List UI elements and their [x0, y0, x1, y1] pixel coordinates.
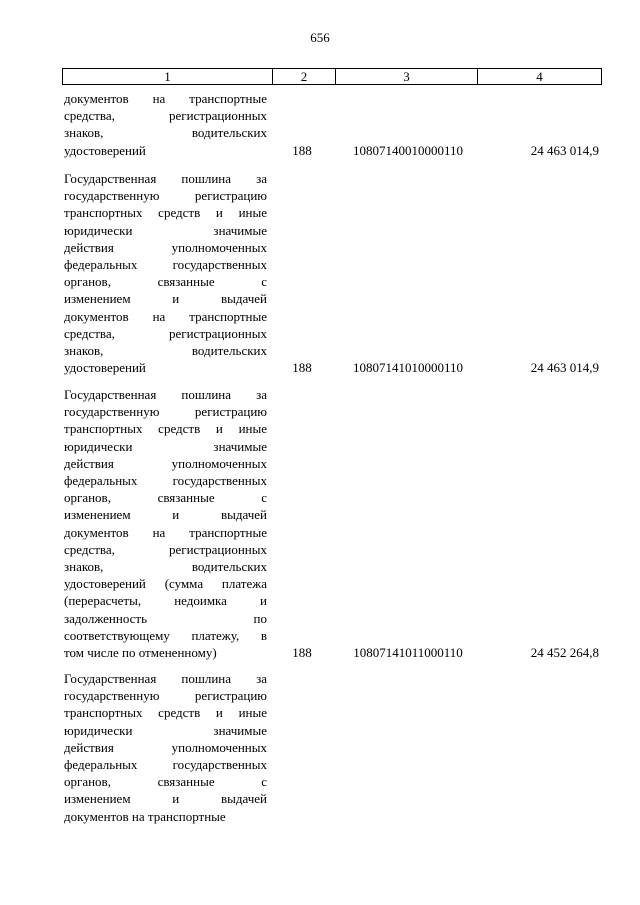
row-name-line: знаков, водительских: [64, 343, 267, 359]
row-classification-code: 10807141011000110: [353, 645, 463, 661]
row-name: [64, 670, 267, 825]
row-name-line: задолженность по: [64, 610, 267, 626]
row-name-line: федеральных государственных: [64, 257, 267, 273]
row-sum: 24 452 264,8: [530, 645, 599, 661]
row-name-line: Государственная пошлина за: [64, 387, 267, 402]
header-col-2: 2: [273, 69, 336, 84]
row-classification-code: 10807140010000110: [352, 142, 464, 158]
row-sum: 24 463 014,9: [530, 360, 599, 376]
row-name-line: транспортных средств и иные: [64, 421, 267, 437]
row-name-line: документов на транспортные: [64, 808, 226, 824]
row-name-line: том числе по отмененному): [64, 645, 217, 661]
table-header: [62, 68, 602, 85]
row-name-line: (перерасчеты, недоимка и: [64, 593, 267, 609]
row-name-line: средства, регистрационных: [64, 108, 267, 124]
row-name-line: Государственная пошлина за: [64, 171, 267, 186]
row-name-line: федеральных государственных: [64, 473, 267, 489]
row-name-line: государственную регистрацию: [64, 688, 267, 704]
row-name-line: действия уполномоченных: [64, 455, 267, 471]
row-name-line: действия уполномоченных: [64, 239, 267, 255]
row-name: [64, 386, 267, 661]
row-admin-code: 188: [292, 142, 312, 158]
row-name: [64, 170, 267, 376]
header-col-4: 4: [536, 69, 543, 84]
row-sum: 24 463 014,9: [530, 142, 599, 158]
row-name-line: документов на транспортные: [64, 524, 267, 540]
page-number: 656: [310, 30, 330, 45]
row-name-line: действия уполномоченных: [64, 739, 267, 755]
table-row: [62, 386, 602, 661]
row-admin-code: 188: [292, 645, 312, 661]
row-name-line: органов, связанные с: [64, 274, 267, 290]
row-name-line: юридически значимые: [64, 222, 267, 238]
row-name-line: знаков, водительских: [64, 125, 267, 141]
row-name-line: изменением и выдачей: [64, 507, 267, 523]
header-col-1: 1: [63, 69, 273, 84]
row-name-line: изменением и выдачей: [64, 791, 267, 807]
row-name-line: удостоверений: [64, 142, 146, 158]
row-name-line: изменением и выдачей: [64, 291, 267, 307]
row-name-line: транспортных средств и иные: [64, 205, 267, 221]
row-name-line: органов, связанные с: [64, 774, 267, 790]
row-classification-code: 10807141010000110: [352, 360, 464, 376]
row-name-line: соответствующему платежу, в: [64, 627, 267, 643]
row-name-line: удостоверений: [64, 360, 146, 376]
table-row: [62, 90, 602, 159]
row-name-line: Государственная пошлина за: [64, 671, 267, 686]
row-name-line: документов на транспортные: [64, 308, 267, 324]
row-name-line: юридически значимые: [64, 722, 267, 738]
header-col-3: 3: [336, 69, 478, 84]
row-name-line: знаков, водительских: [64, 559, 267, 575]
row-admin-code: 188: [292, 360, 312, 376]
row-name-line: органов, связанные с: [64, 490, 267, 506]
row-name-line: государственную регистрацию: [64, 404, 267, 420]
row-name-line: удостоверений (сумма платежа: [64, 576, 267, 592]
row-name-line: федеральных государственных: [64, 757, 267, 773]
row-name: [64, 90, 267, 159]
row-name-line: документов на транспортные: [64, 91, 267, 106]
row-name-line: транспортных средств и иные: [64, 705, 267, 721]
table-row: [62, 170, 602, 376]
table-row: [62, 670, 602, 825]
row-name-line: юридически значимые: [64, 438, 267, 454]
row-name-line: средства, регистрационных: [64, 541, 267, 557]
row-name-line: средства, регистрационных: [64, 325, 267, 341]
row-name-line: государственную регистрацию: [64, 188, 267, 204]
